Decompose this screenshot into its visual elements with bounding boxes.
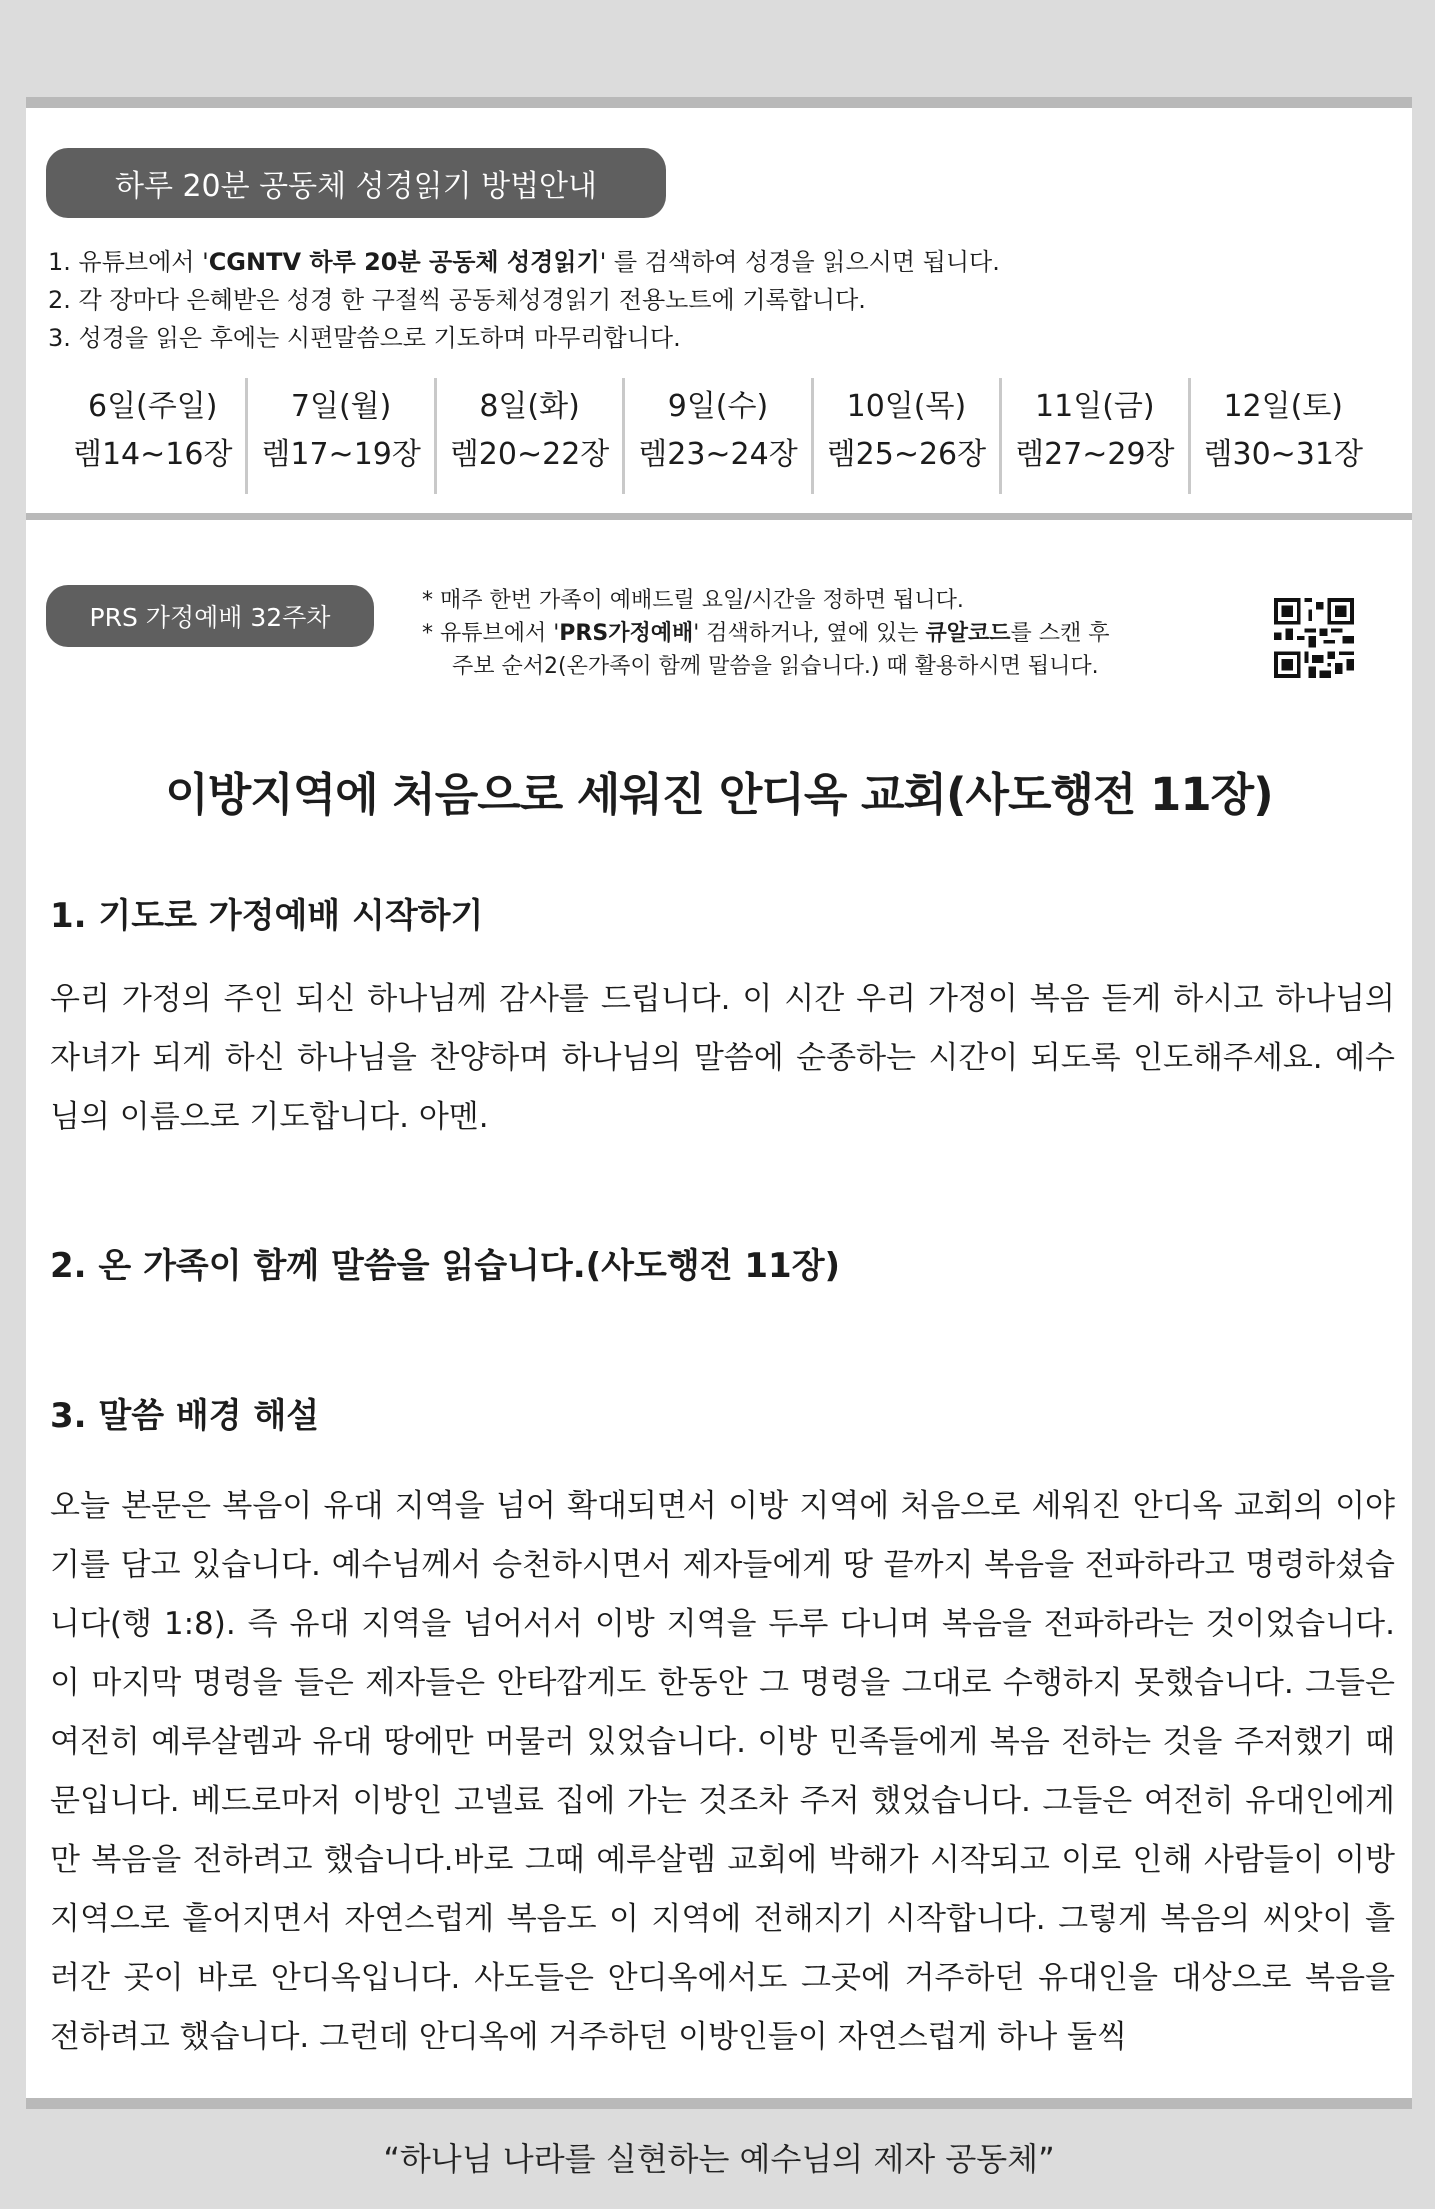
- schedule-chapters: 렘25~26장: [826, 437, 987, 472]
- bottom-divider: [26, 2098, 1412, 2109]
- guide-line-2: 2. 각 장마다 은혜받은 성경 한 구절씩 공동체성경읽기 전용노트에 기록합니다.: [48, 286, 866, 314]
- prs-note-1: * 매주 한번 가족이 예배드릴 요일/시간을 정하면 됩니다.: [422, 588, 964, 613]
- schedule-date: 11일(금): [1035, 389, 1155, 424]
- prs-note-3: 주보 순서2(온가족이 함께 말씀을 읽습니다.) 때 활용하시면 됩니다.: [452, 654, 1099, 679]
- schedule-date: 10일(목): [846, 389, 967, 424]
- schedule-date: 9일(수): [667, 389, 769, 424]
- guide-line-3: 3. 성경을 읽은 후에는 시편말씀으로 기도하며 마무리합니다.: [48, 324, 681, 352]
- schedule-date: 7일(월): [290, 389, 392, 424]
- guide-instructions: [48, 243, 1000, 357]
- footer-motto: “하나님 나라를 실현하는 예수님의 제자 공동체”: [383, 2140, 1055, 2178]
- guide-line-1: 1. 유튜브에서 'CGNTV 하루 20분 공동체 성경읽기' 를 검색하여 성경을 읽으시면 됩니다.: [48, 248, 1000, 276]
- reading-schedule: [60, 378, 1376, 494]
- schedule-chapters: 렘20~22장: [449, 437, 610, 472]
- guide-title-badge: 하루 20분 공동체 성경읽기 방법안내: [46, 148, 666, 218]
- prs-note-2: * 유튜브에서 'PRS가정예배' 검색하거나, 옆에 있는 큐알코드를 스캔 후: [422, 621, 1110, 646]
- prs-week-badge: PRS 가정예배 32주차: [46, 585, 374, 647]
- schedule-day: [1191, 378, 1376, 494]
- schedule-chapters: 렘30~31장: [1203, 437, 1363, 472]
- schedule-chapters: 렘14~16장: [72, 437, 233, 472]
- schedule-day: [248, 378, 436, 494]
- section-3-body: 오늘 본문은 복음이 유대 지역을 넘어 확대되면서 이방 지역에 처음으로 세워진 안디옥 교회의 이야기를 담고 있습니다. 예수님께서 승천하시면서 제자들에게 땅 끝까지 복음을 전파하라고 명령하셨습니다(행 1:8). 즉 유대 지역을 넘어서서 이방 지역을 두루 다니며 복음을 전파하라는 것이었습니다. 이 마지막 명령을 들은 제자들은 안타깝게도 한동안 그 명령을 그대로 수행하지 못했습니다. 그들은 여전히 예루살렘과 유대 땅에만 머물러 있었습니다. 이방 민족들에게 복음 전하는 것을 주저했기 때문입니다. 베드로마저 이방인 고넬료 집에 가는 것조차 주저 했었습니다. 그들은 여전히 유대인에게만 복음을 전하려고 했습니다.바로 그때 예루살렘 교회에 박해가 시작되고 이로 인해 사람들이 이방지역으로 흩어지면서 자연스럽게 복음도 이 지역에 전해지기 시작합니다. 그렇게 복음의 씨앗이 흘러간 곳이 바로 안디옥입니다. 사도들은 안디옥에서도 그곳에 거주하던 유대인을 대상으로 복음을 전하려고 했습니다. 그런데 안디옥에 거주하던 이방인들이 자연스럽게 하나 둘씩: [50, 1488, 1395, 2055]
- schedule-day: [437, 378, 625, 494]
- section-3-title: 3. 말씀 배경 해설: [50, 1396, 320, 1436]
- section-1-title: 1. 기도로 가정예배 시작하기: [50, 896, 484, 936]
- qr-code-icon[interactable]: [1274, 598, 1354, 678]
- schedule-chapters: 렘23~24장: [638, 437, 798, 472]
- schedule-date: 12일(토): [1223, 389, 1344, 424]
- section-2-title: 2. 온 가족이 함께 말씀을 읽습니다.(사도행전 11장): [50, 1246, 841, 1286]
- section-1-body: 우리 가정의 주인 되신 하나님께 감사를 드립니다. 이 시간 우리 가정이 복음 듣게 하시고 하나님의 자녀가 되게 하신 하나님을 찬양하며 하나님의 말씀에 순종하는 시간이 되도록 인도해주세요. 예수님의 이름으로 기도합니다. 아멘.: [50, 981, 1395, 1135]
- schedule-chapters: 렘27~29장: [1015, 437, 1175, 472]
- sermon-title: 이방지역에 처음으로 세워진 안디옥 교회(사도행전 11장): [165, 768, 1273, 821]
- prs-notes: [422, 584, 1110, 683]
- schedule-chapters: 렘17~19장: [261, 437, 421, 472]
- top-divider: [26, 97, 1412, 108]
- schedule-day: [625, 378, 813, 494]
- schedule-date: 8일(화): [479, 389, 580, 424]
- middle-divider: [26, 513, 1412, 520]
- schedule-day: [814, 378, 1002, 494]
- schedule-date: 6일(주일): [87, 389, 218, 424]
- schedule-day: [1002, 378, 1190, 494]
- schedule-day: [60, 378, 248, 494]
